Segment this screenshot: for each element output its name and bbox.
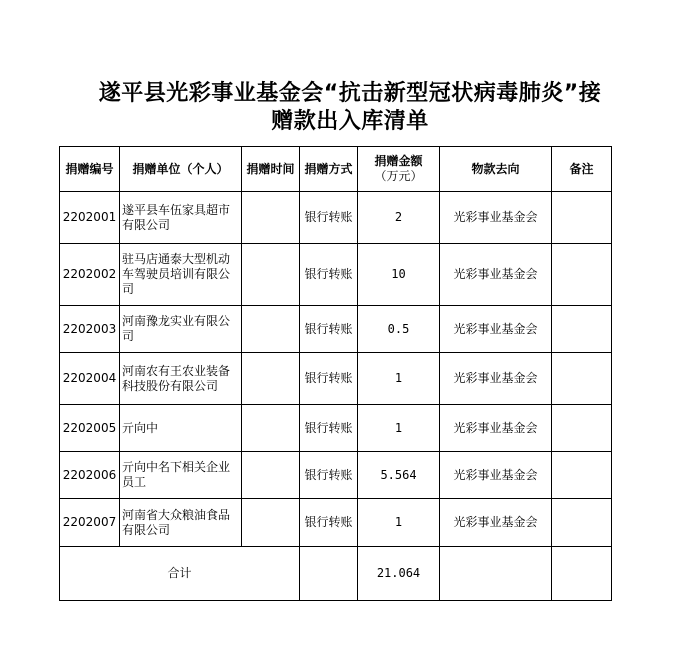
header-donation-time: 捐赠时间 bbox=[242, 147, 300, 192]
cell-donation-no: 2202006 bbox=[60, 452, 120, 499]
cell-donation-time bbox=[242, 306, 300, 353]
cell-destination: 光彩事业基金会 bbox=[440, 244, 552, 306]
cell-destination: 光彩事业基金会 bbox=[440, 306, 552, 353]
cell-destination: 光彩事业基金会 bbox=[440, 353, 552, 405]
total-destination-cell bbox=[440, 547, 552, 601]
cell-donation-time bbox=[242, 192, 300, 244]
header-donor: 捐赠单位（个人） bbox=[120, 147, 242, 192]
table-total-row bbox=[60, 547, 612, 601]
table-header-row bbox=[60, 147, 612, 192]
cell-destination: 光彩事业基金会 bbox=[440, 499, 552, 547]
cell-donor: 遂平县车伍家具超市有限公司 bbox=[120, 192, 242, 244]
table-row bbox=[60, 306, 612, 353]
document-title-line-1: 遂平县光彩事业基金会“抗击新型冠状病毒肺炎”接 bbox=[98, 81, 602, 106]
cell-donor: 河南省大众粮油食品有限公司 bbox=[120, 499, 242, 547]
cell-donation-amount: 1 bbox=[358, 353, 440, 405]
cell-destination: 光彩事业基金会 bbox=[440, 452, 552, 499]
cell-donation-method: 银行转账 bbox=[300, 306, 358, 353]
header-destination: 物款去向 bbox=[440, 147, 552, 192]
cell-donation-time bbox=[242, 405, 300, 452]
cell-note bbox=[552, 306, 612, 353]
cell-note bbox=[552, 353, 612, 405]
cell-donation-method: 银行转账 bbox=[300, 452, 358, 499]
cell-donor: 驻马店通泰大型机动车驾驶员培训有限公司 bbox=[120, 244, 242, 306]
cell-donation-no: 2202005 bbox=[60, 405, 120, 452]
cell-donation-method: 银行转账 bbox=[300, 353, 358, 405]
cell-note bbox=[552, 405, 612, 452]
cell-donation-amount: 5.564 bbox=[358, 452, 440, 499]
cell-destination: 光彩事业基金会 bbox=[440, 192, 552, 244]
cell-donation-time bbox=[242, 244, 300, 306]
cell-donation-amount: 1 bbox=[358, 405, 440, 452]
header-note: 备注 bbox=[552, 147, 612, 192]
header-amount-unit: （万元） bbox=[374, 169, 423, 183]
cell-donation-time bbox=[242, 353, 300, 405]
table-row bbox=[60, 499, 612, 547]
cell-donation-no: 2202001 bbox=[60, 192, 120, 244]
total-method-cell bbox=[300, 547, 358, 601]
cell-donor: 河南豫龙实业有限公司 bbox=[120, 306, 242, 353]
cell-donation-no: 2202007 bbox=[60, 499, 120, 547]
cell-note bbox=[552, 499, 612, 547]
table-row bbox=[60, 353, 612, 405]
header-donation-no: 捐赠编号 bbox=[60, 147, 120, 192]
cell-donation-method: 银行转账 bbox=[300, 405, 358, 452]
header-donation-amount bbox=[358, 147, 440, 192]
table-row bbox=[60, 452, 612, 499]
cell-note bbox=[552, 452, 612, 499]
cell-donation-method: 银行转账 bbox=[300, 499, 358, 547]
cell-donation-time bbox=[242, 499, 300, 547]
table-row bbox=[60, 405, 612, 452]
total-note-cell bbox=[552, 547, 612, 601]
document-title-line-2: 赠款出入库清单 bbox=[271, 109, 429, 134]
cell-donation-amount: 10 bbox=[358, 244, 440, 306]
total-amount: 21.064 bbox=[358, 547, 440, 601]
cell-donation-amount: 2 bbox=[358, 192, 440, 244]
cell-donation-no: 2202003 bbox=[60, 306, 120, 353]
cell-donation-method: 银行转账 bbox=[300, 192, 358, 244]
cell-donation-amount: 1 bbox=[358, 499, 440, 547]
table-row bbox=[60, 244, 612, 306]
table-row bbox=[60, 192, 612, 244]
cell-donation-time bbox=[242, 452, 300, 499]
header-donation-method: 捐赠方式 bbox=[300, 147, 358, 192]
cell-donation-no: 2202002 bbox=[60, 244, 120, 306]
cell-destination: 光彩事业基金会 bbox=[440, 405, 552, 452]
header-amount-label: 捐赠金额 bbox=[374, 154, 423, 168]
total-label: 合计 bbox=[60, 547, 300, 601]
cell-donation-method: 银行转账 bbox=[300, 244, 358, 306]
cell-donor: 亓向中名下相关企业员工 bbox=[120, 452, 242, 499]
donation-ledger-table bbox=[59, 146, 612, 601]
cell-donation-no: 2202004 bbox=[60, 353, 120, 405]
cell-donor: 亓向中 bbox=[120, 405, 242, 452]
cell-note bbox=[552, 192, 612, 244]
cell-donor: 河南农有王农业装备科技股份有限公司 bbox=[120, 353, 242, 405]
cell-donation-amount: 0.5 bbox=[358, 306, 440, 353]
cell-note bbox=[552, 244, 612, 306]
